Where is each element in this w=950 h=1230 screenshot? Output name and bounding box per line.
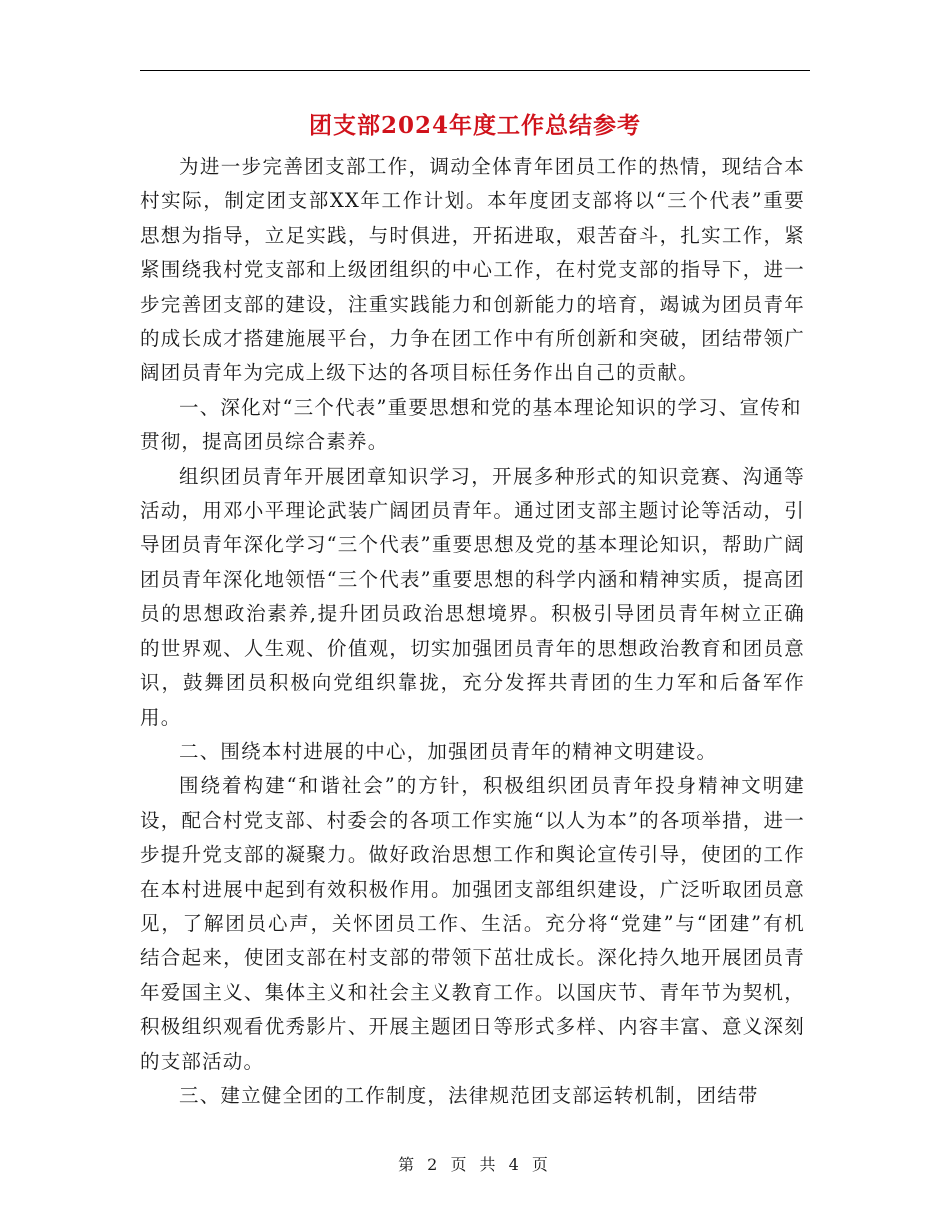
document-title: 团支部2024年度工作总结参考 (308, 112, 641, 139)
section-heading-2: 二、围绕本村进展的中心，加强团员青年的精神文明建设。 (179, 739, 718, 763)
page-number-footer: 第 2 页 共 4 页 (398, 1155, 552, 1174)
document-body (140, 150, 805, 1113)
section-heading-3: 三、建立健全团的工作制度，法律规范团支部运转机制，团结带 (179, 1083, 759, 1107)
section-heading-1: 一、深化对“三个代表”重要思想和党的基本理论知识的学习、宣传和贯彻，提高团员综合素养。 (140, 395, 802, 454)
intro-paragraph: 为进一步完善团支部工作，调动全体青年团员工作的热情，现结合本村实际，制定团支部XX年工作计划。本年度团支部将以“三个代表”重要思想为指导，立足实践，与时俱进，开拓进取，艰苦奋斗，扎实工作，紧紧围绕我村党支部和上级团组织的中心工作，在村党支部的指导下，进一步完善团支部的建设，注重实践能力和创新能力的培育，竭诚为团员青年的成长成才搭建施展平台，力争在团工作中有所创新和突破，团结带领广阔团员青年为完成上级下达的各项目标任务作出自己的贡献。 (140, 155, 805, 385)
header-rule (140, 70, 810, 71)
section-2-paragraph: 围绕着构建“和谐社会”的方针，积极组织团员青年投身精神文明建设，配合村党支部、村委会的各项工作实施“以人为本”的各项举措，进一步提升党支部的凝聚力。做好政治思想工作和舆论宣传引导，使团的工作在本村进展中起到有效积极作用。加强团支部组织建设，广泛听取团员意见，了解团员心声，关怀团员工作、生活。充分将“党建”与“团建”有机结合起来，使团支部在村支部的带领下茁壮成长。深化持久地开展团员青年爱国主义、集体主义和社会主义教育工作。以国庆节、青年节为契机，积极组织观看优秀影片、开展主题团日等形式多样、内容丰富、意义深刻的支部活动。 (140, 774, 805, 1073)
section-1-paragraph: 组织团员青年开展团章知识学习，开展多种形式的知识竞赛、沟通等活动，用邓小平理论武装广阔团员青年。通过团支部主题讨论等活动，引导团员青年深化学习“三个代表”重要思想及党的基本理论知识，帮助广阔团员青年深化地领悟“三个代表”重要思想的科学内涵和精神实质，提高团员的思想政治素养,提升团员政治思想境界。积极引导团员青年树立正确的世界观、人生观、价值观，切实加强团员青年的思想政治教育和团员意识，鼓舞团员积极向党组织靠拢，充分发挥共青团的生力军和后备军作用。 (140, 464, 805, 729)
